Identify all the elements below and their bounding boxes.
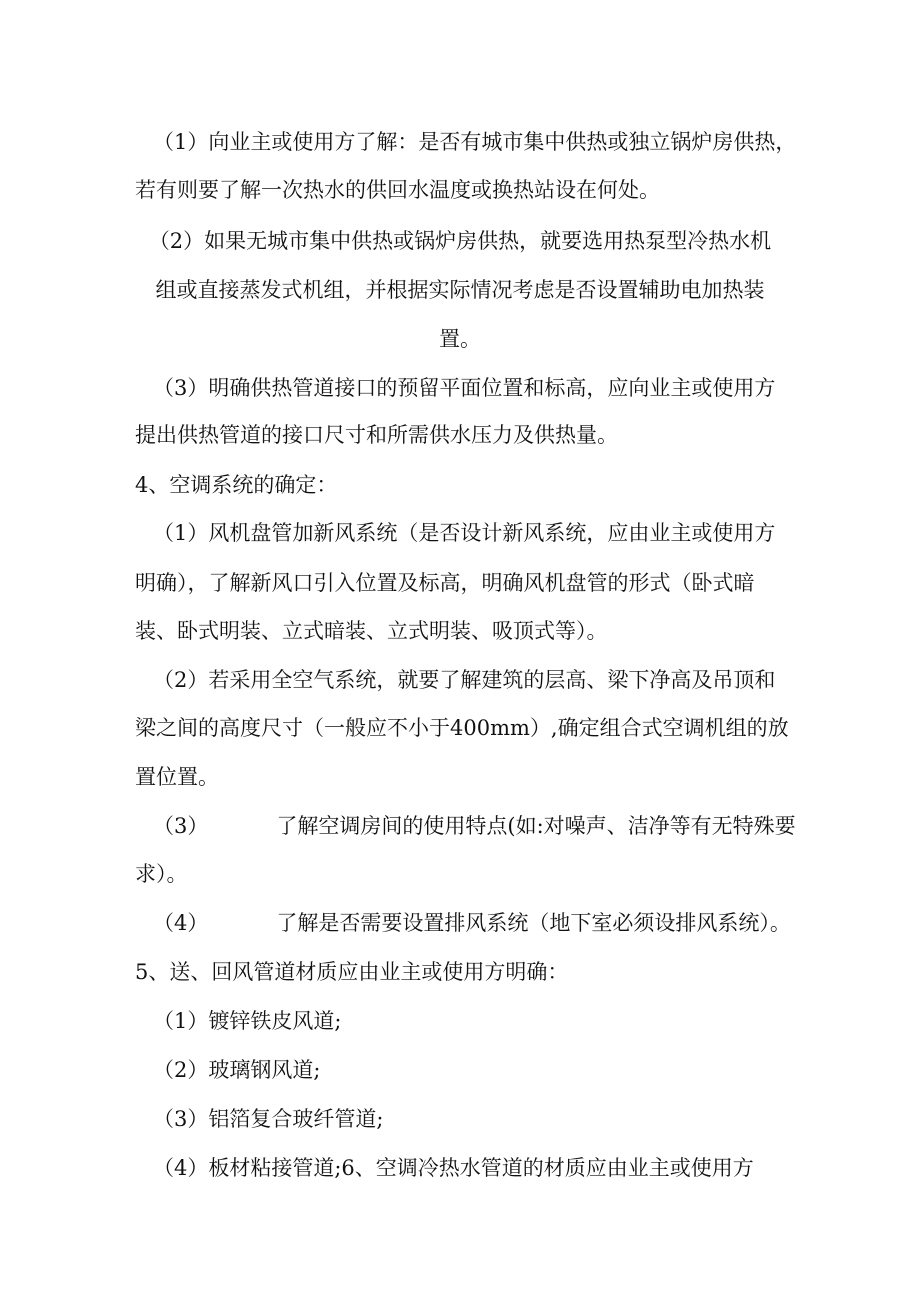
paragraph-line: 提出供热管道的接口尺寸和所需供水压力及供热量。	[135, 423, 618, 447]
item-number: （3）	[153, 814, 209, 838]
paragraph-line: （1）向业主或使用方了解：是否有城市集中供热或独立锅炉房供热，	[153, 130, 797, 154]
paragraph-line: 装、卧式明装、立式暗装、立式明装、吸顶式等）。	[135, 619, 608, 643]
paragraph-line: 梁之间的高度尺寸（一般应不小于400mm）,确定组合式空调机组的放	[135, 716, 789, 740]
item-text: 了解是否需要设置排风系统（地下室必须设排风系统）。	[276, 911, 791, 935]
list-item: （3）铝箔复合玻纤管道;	[153, 1107, 384, 1131]
paragraph-line: 若有则要了解一次热水的供回水温度或换热站设在何处。	[135, 178, 660, 202]
paragraph-line: （3）明确供热管道接口的预留平面位置和标高，应向业主或使用方	[153, 376, 776, 400]
list-item: （1）镀锌铁皮风道;	[153, 1009, 342, 1033]
paragraph-line: （2）若采用全空气系统，就要了解建筑的层高、梁下净高及吊顶和	[153, 668, 776, 692]
paragraph-line: 置。	[439, 327, 481, 351]
paragraph-line: 明确），了解新风口引入位置及标高，明确风机盘管的形式（卧式暗	[135, 571, 755, 595]
paragraph-line: （1）风机盘管加新风系统（是否设计新风系统，应由业主或使用方	[153, 521, 776, 545]
item-text: 了解空调房间的使用特点(如:对噪声、洁净等有无特殊要	[276, 814, 796, 838]
paragraph-line	[153, 908, 920, 938]
section-heading: 4、空调系统的确定：	[135, 473, 338, 497]
paragraph-line: 求）。	[135, 862, 188, 886]
item-number: （4）	[153, 911, 209, 935]
section-heading: 5、送、回风管道材质应由业主或使用方明确：	[135, 960, 569, 984]
paragraph-line: 组或直接蒸发式机组，并根据实际情况考虑是否设置辅助电加热装	[155, 278, 765, 302]
list-item: （2）玻璃钢风道;	[153, 1058, 321, 1082]
paragraph-line: （2）如果无城市集中供热或锅炉房供热，就要选用热泵型冷热水机	[148, 229, 772, 253]
paragraph-line: 置位置。	[135, 765, 219, 789]
paragraph-line	[153, 811, 920, 841]
list-item: （4）板材粘接管道;6、空调冷热水管道的材质应由业主或使用方	[153, 1156, 754, 1180]
